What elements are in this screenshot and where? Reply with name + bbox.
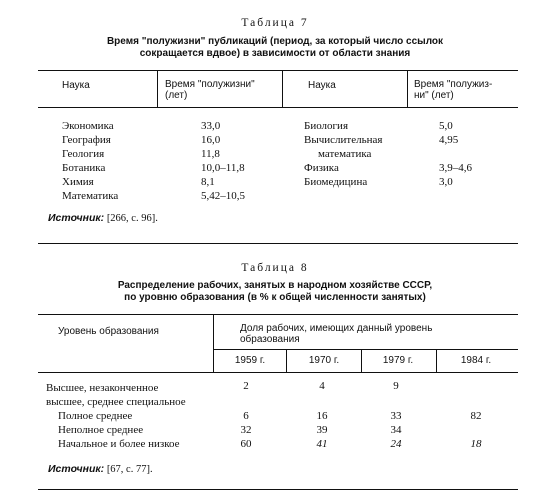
table8-vrule-year-2 [361,349,362,372]
table8-year-1959: 1959 г. [234,355,266,366]
table7-title [60,36,490,60]
table8-header-rule [38,372,518,373]
table8-row-label-0: Высшее, незаконченное [46,382,159,394]
table7-header-rule [38,107,518,108]
table8-row0-1970: 4 [319,380,325,392]
table7-header-science-1: Наука [62,80,90,91]
table7-left-value-5: 5,42–10,5 [201,190,245,202]
table7-title-line1: Время "полужизни" публикаций (период, за который число ссылок [106,36,444,47]
table7-left-science-1: География [62,134,111,146]
table7-header-science-2: Наука [308,80,336,91]
table7-left-science-5: Математика [62,190,119,202]
table8-title-line1: Распределение рабочих, занятых в народном хозяйстве СССР, [117,280,433,291]
table8-row-label-3: Неполное среднее [58,424,144,436]
table7-right-value-1: 4,95 [439,134,459,146]
table8-vrule-year-3 [436,349,437,372]
table8-row-label-2: Полное среднее [58,410,133,422]
table8-top-rule [38,314,518,315]
table7-right-value-4: 3,0 [439,176,453,188]
table8-row4-1970: 41 [316,438,328,450]
table8-header-share-line1: Доля рабочих, имеющих данный уровень [240,323,433,334]
table8-row3-1979: 34 [390,424,402,436]
table7-right-value-0: 5,0 [439,120,453,132]
table8-row0-1979: 9 [393,380,399,392]
table7-header-halflife-2 [414,79,518,101]
table7-bottom-rule [38,243,518,244]
table7-left-value-0: 33,0 [201,120,221,132]
table8-year-1984: 1984 г. [460,355,492,366]
table7-right-science-0: Биология [304,120,349,132]
table8-row4-1984: 18 [470,438,482,450]
table7-right-science-3: Физика [304,162,339,174]
table8-row2-1979: 33 [390,410,402,422]
table8-row4-1979: 24 [390,438,402,450]
table8-row3-1970: 39 [316,424,328,436]
table8-year-1970: 1970 г. [308,355,340,366]
table8-source-ref: [67, с. 77]. [104,464,153,475]
table7-caption: Таблица 7 [241,17,309,29]
table8-row4-1959: 60 [240,438,252,450]
table7-source [48,212,158,224]
table8-title-line2: по уровню образования (в % к общей численности занятых) [124,292,426,303]
table7-left-science-2: Геология [62,148,105,160]
table8-source-label: Источник: [48,463,105,475]
table7-header-halflife-1: Время "полужизни" (лет) [165,79,255,101]
table7-vrule-3 [407,71,408,107]
table8-row0-1959: 2 [243,380,249,392]
table8-vrule-year-1 [286,349,287,372]
table7-title-line2: сокращается вдвое) в зависимости от области знания [139,48,411,59]
table7-left-science-3: Ботаника [62,162,106,174]
table7-source-ref: [266, с. 96]. [104,213,158,224]
table8-header-share-line2: образования [240,334,300,345]
table8-title [60,280,490,304]
table8-caption: Таблица 8 [241,262,309,274]
table8-year-1979: 1979 г. [382,355,414,366]
table8-row2-1970: 16 [316,410,328,422]
table8-header-share [240,323,510,345]
table7-vrule-2 [282,71,283,107]
table8-bottom-rule [38,489,518,490]
table8-row2-1984: 82 [470,410,482,422]
table8-row-label-1: высшее, среднее специальное [46,396,186,408]
table7-right-value-3: 3,9–4,6 [439,162,472,174]
table7-left-value-3: 10,0–11,8 [201,162,245,174]
table7-right-science-4: Биомедицина [304,176,368,188]
table7-top-rule [38,70,518,71]
table7-left-value-2: 11,8 [201,148,220,160]
table8-header-level: Уровень образования [58,326,159,337]
table7-left-science-4: Химия [62,176,94,188]
table8-row3-1959: 32 [240,424,252,436]
table7-header-halflife-2-line1: Время "полужиз- [414,79,493,90]
table8-years-rule [213,349,518,350]
table7-left-value-4: 8,1 [201,176,215,188]
table7-header-halflife-2-line2: ни" (лет) [414,90,454,101]
table7-source-label: Источник: [48,212,105,224]
table7-right-science-2: математика [318,148,372,160]
table8-source [48,463,153,475]
table7-vrule-1 [157,71,158,107]
table7-left-science-0: Экономика [62,120,114,132]
table8-vrule-main [213,315,214,372]
table7-left-value-1: 16,0 [201,134,221,146]
table8-row2-1959: 6 [243,410,249,422]
table7-right-science-1: Вычислительная [304,134,383,146]
table8-row-label-4: Начальное и более низкое [58,438,180,450]
